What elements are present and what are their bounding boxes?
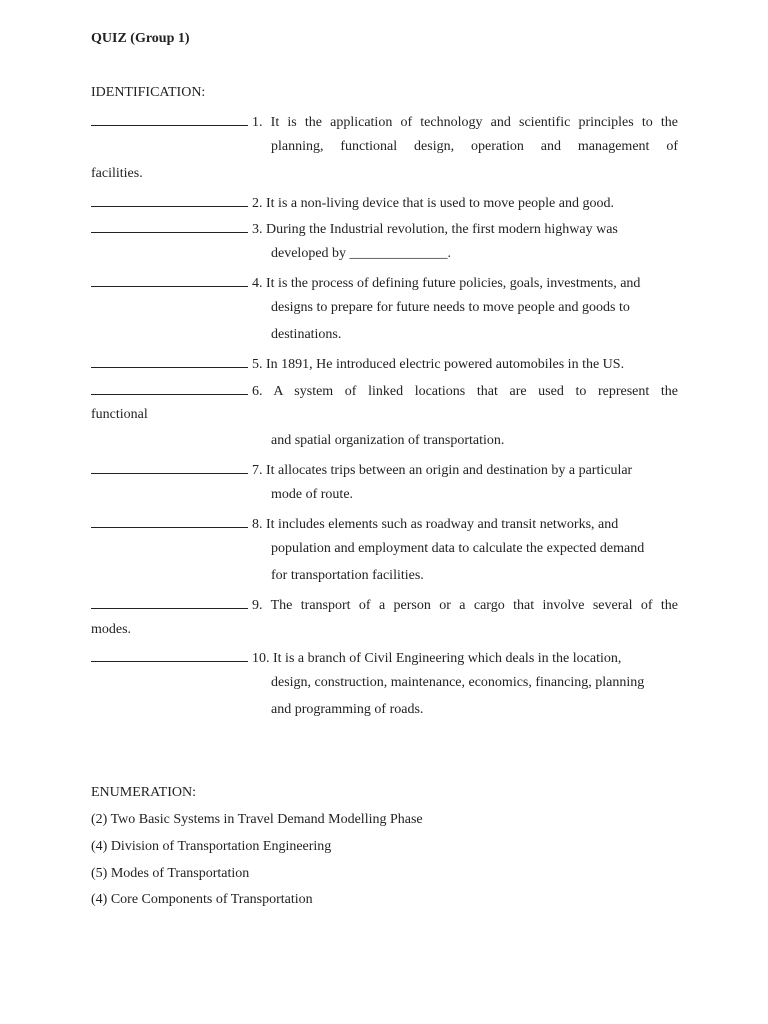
answer-blank-7[interactable] xyxy=(91,459,248,474)
question-3: 3. During the Industrial revolution, the first modern highway was xyxy=(91,218,618,236)
question-6: 6. A system of linked locations that are used to represent the xyxy=(91,380,678,398)
enumeration-heading: ENUMERATION: xyxy=(91,785,196,800)
answer-blank-6[interactable] xyxy=(91,380,248,395)
question-1: 1. It is the application of technology and scientific principles to the xyxy=(91,111,678,129)
question-10-line-3: and programming of roads. xyxy=(271,702,424,717)
question-1-line-2: planning, functional design, operation and management of xyxy=(271,139,678,154)
question-4-line-3: destinations. xyxy=(271,327,342,342)
question-9: 9. The transport of a person or a cargo that involve several of the xyxy=(91,594,678,612)
enumeration-item-3: (5) Modes of Transportation xyxy=(91,866,250,881)
question-4: 4. It is the process of defining future policies, goals, investments, and xyxy=(91,272,640,290)
answer-blank-10[interactable] xyxy=(91,647,248,662)
question-1-line-3: facilities. xyxy=(91,166,143,181)
question-7-line-2: mode of route. xyxy=(271,487,354,502)
question-2: 2. It is a non-living device that is used to move people and good. xyxy=(91,192,614,210)
identification-heading: IDENTIFICATION: xyxy=(91,85,206,100)
question-3-line-2: developed by ______________. xyxy=(271,246,452,261)
quiz-title: QUIZ (Group 1) xyxy=(91,31,190,46)
answer-blank-3[interactable] xyxy=(91,218,248,233)
question-10-line-2: design, construction, maintenance, economics, financing, planning xyxy=(271,675,645,690)
question-9-line-2: modes. xyxy=(91,622,132,637)
enumeration-item-2: (4) Division of Transportation Engineering xyxy=(91,839,332,854)
question-8-line-3: for transportation facilities. xyxy=(271,568,424,583)
question-6-line-2: functional xyxy=(91,407,148,422)
question-4-line-2: designs to prepare for future needs to move people and goods to xyxy=(271,300,630,315)
question-7: 7. It allocates trips between an origin and destination by a particular xyxy=(91,459,632,477)
answer-blank-5[interactable] xyxy=(91,353,248,368)
answer-blank-9[interactable] xyxy=(91,594,248,609)
question-8-line-2: population and employment data to calculate the expected demand xyxy=(271,541,645,556)
enumeration-item-4: (4) Core Components of Transportation xyxy=(91,892,313,907)
answer-blank-8[interactable] xyxy=(91,513,248,528)
answer-blank-1[interactable] xyxy=(91,111,248,126)
question-5: 5. In 1891, He introduced electric powered automobiles in the US. xyxy=(91,353,624,371)
answer-blank-4[interactable] xyxy=(91,272,248,287)
answer-blank-2[interactable] xyxy=(91,192,248,207)
enumeration-item-1: (2) Two Basic Systems in Travel Demand Modelling Phase xyxy=(91,812,423,827)
question-10: 10. It is a branch of Civil Engineering which deals in the location, xyxy=(91,647,621,665)
question-8: 8. It includes elements such as roadway and transit networks, and xyxy=(91,513,618,531)
question-6-line-3: and spatial organization of transportation. xyxy=(271,433,505,448)
